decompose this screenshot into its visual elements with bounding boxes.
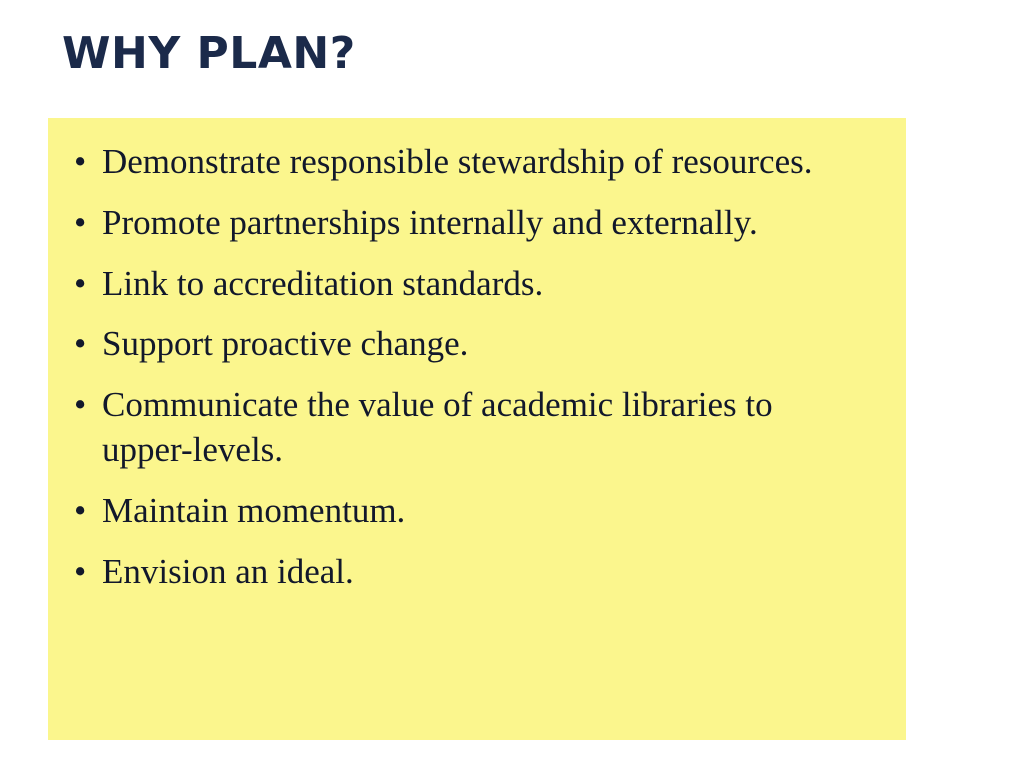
bullet-list [48,118,906,594]
bullet-point-icon: • [74,490,87,530]
bullet-point-icon: • [74,385,87,425]
bullet-point-icon: • [74,142,87,181]
list-item [62,383,876,473]
list-item [62,322,876,367]
list-item [62,550,876,595]
bullet-point-icon: • [74,202,87,242]
slide-content-panel [48,118,906,740]
bullet-point-icon: • [74,551,87,591]
list-item-text: Support proactive change. [102,324,469,364]
list-item [62,140,876,185]
bullet-point-icon: • [74,324,87,364]
list-item-text: Link to accreditation standards. [102,263,544,303]
list-item-text: Demonstrate responsible stewardship of resources. [102,142,813,181]
page-title: WHY PLAN? [62,28,356,79]
list-item-text: Maintain momentum. [102,490,406,530]
bullet-point-icon: • [74,263,87,303]
list-item [62,489,876,534]
list-item-text: Promote partnerships internally and externally. [102,202,758,242]
list-item-text: Communicate the value of academic libraries to upper-levels. [102,385,773,469]
list-item [62,201,876,246]
list-item-text: Envision an ideal. [102,551,354,591]
list-item [62,262,876,307]
